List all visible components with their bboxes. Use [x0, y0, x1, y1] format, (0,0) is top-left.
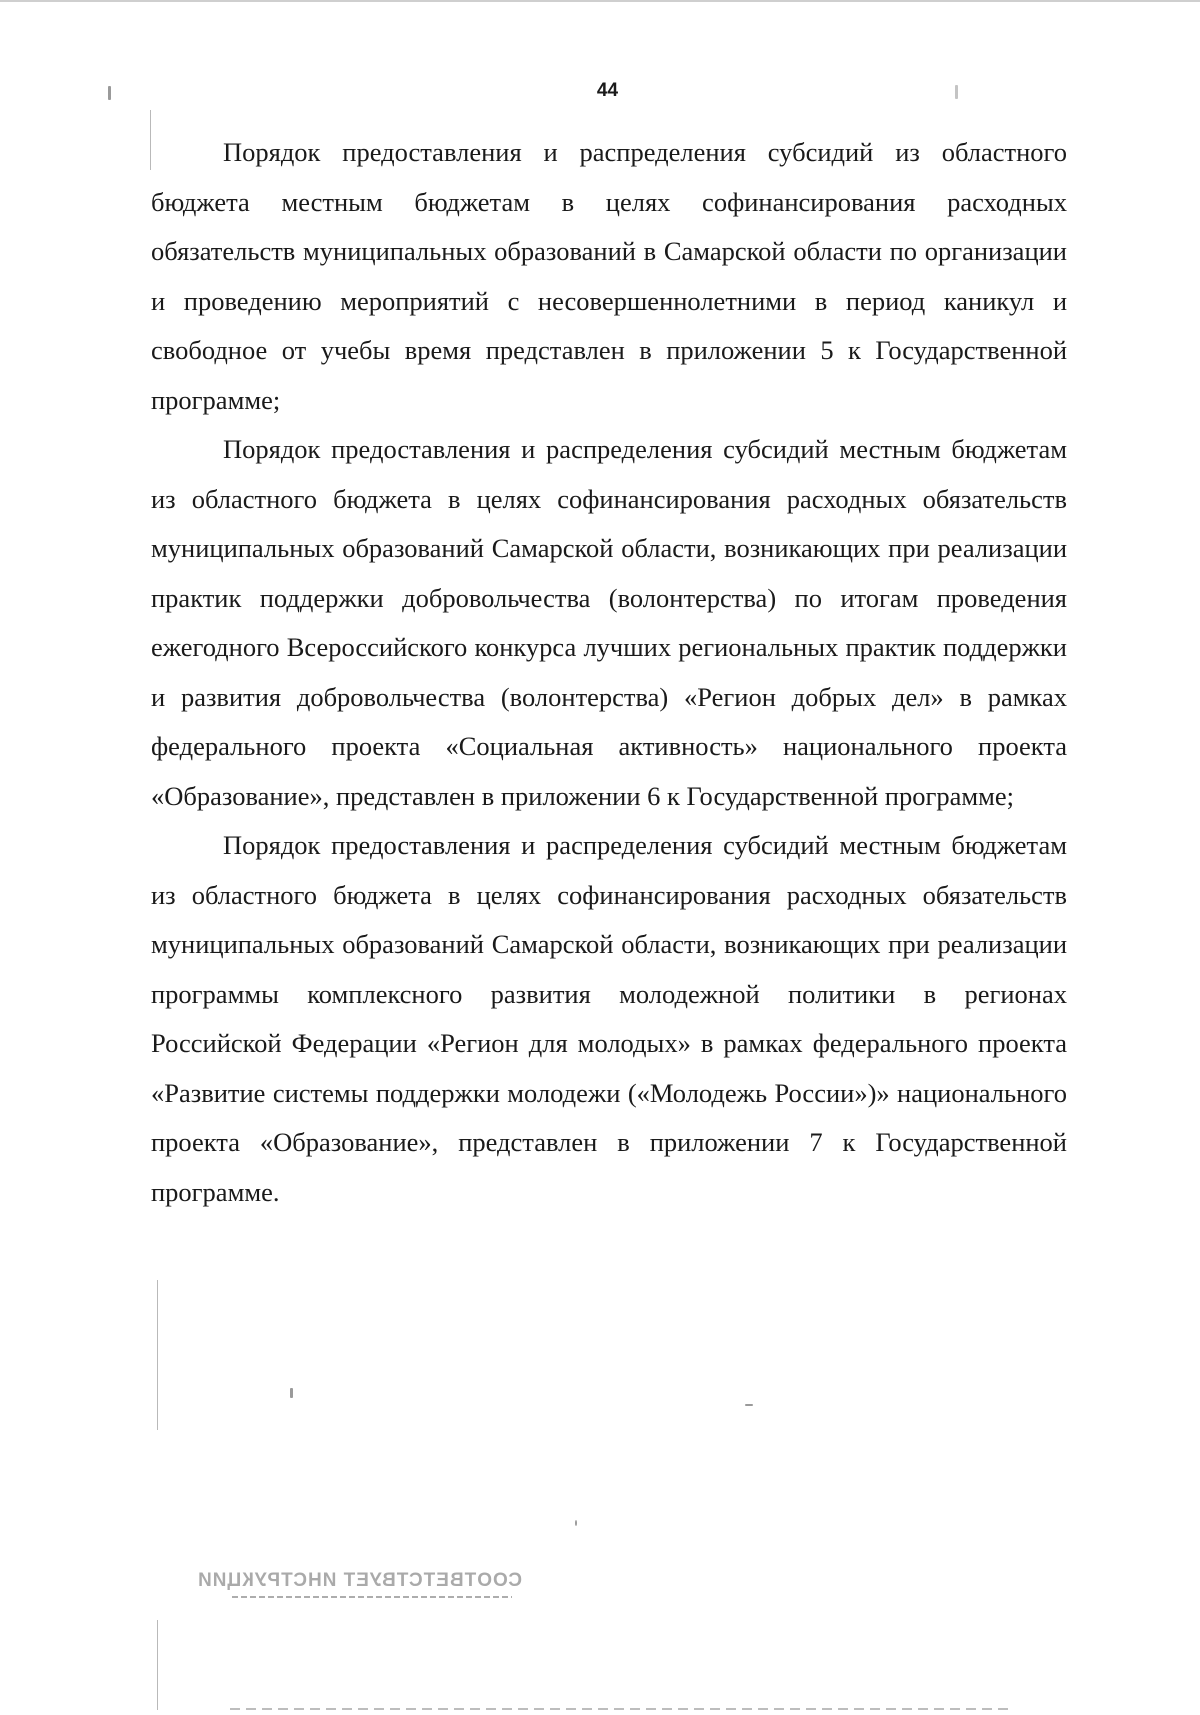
- paragraph-appendix-6: Порядок предоставления и распределения субсидий местным бюджетам из областного бюджета в целях софинансирования расходных обязательств муниципальных образований Самарской области, возникающих при реализации практик поддержки добровольчества (волонтерства) по итогам проведения ежегодного Всероссийского конкурса лучших региональных практик поддержки и развития добровольчества (волонтерства) «Регион добрых дел» в рамках федерального проекта «Социальная активность» национального проекта «Образование», представлен в приложении 6 к Государственной программе;: [151, 434, 1067, 811]
- stamp-text: СООТВЕТСТВУЕТ ИНСТРУКЦИИ: [197, 1570, 522, 1591]
- paragraph-appendix-7: Порядок предоставления и распределения субсидий местным бюджетам из областного бюджета в целях софинансирования расходных обязательств муниципальных образований Самарской области, возникающих при реализации программы комплексного развития молодежной политики в регионах Российской Федерации «Регион для молодых» в рамках федерального проекта «Развитие системы поддержки молодежи («Молодежь России»)» национального проекта «Образование», представлен в приложении 7 к Государственной программе.: [151, 830, 1067, 1207]
- page-number: 44: [596, 80, 619, 101]
- scan-mark-left-lower: [157, 1620, 158, 1710]
- scan-edge-top: [0, 0, 1200, 2]
- stamp-underline: [232, 1596, 512, 1598]
- paragraph-appendix-5: Порядок предоставления и распределения субсидий из областного бюджета местным бюджетам в целях софинансирования расходных обязательств муниципальных образований в Самарской области по организации и проведению мероприятий с несовершеннолетними в период каникул и свободное от учебы время представлен в приложении 5 к Государственной программе;: [151, 137, 1067, 415]
- scan-speckle: [745, 1404, 753, 1406]
- scan-speckle: [575, 1520, 577, 1526]
- compliance-stamp: [197, 1570, 522, 1606]
- scan-mark-left-bottom: [157, 1280, 158, 1430]
- body-text: [151, 128, 1067, 1217]
- scan-edge-bottom: [230, 1708, 1010, 1710]
- scan-speckle: [290, 1388, 293, 1398]
